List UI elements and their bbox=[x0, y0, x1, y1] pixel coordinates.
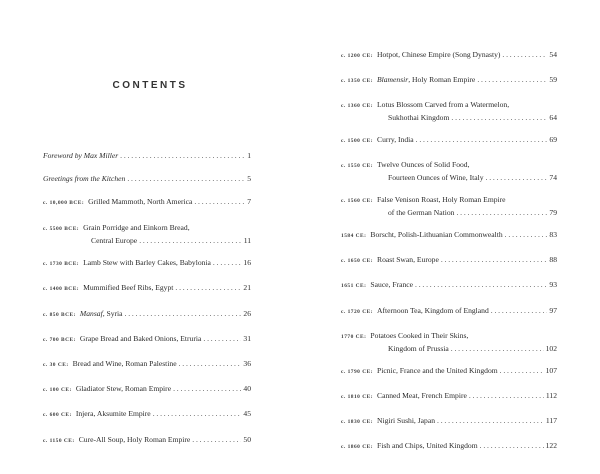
toc-date: c. 1810 CE: bbox=[341, 393, 374, 400]
leader-dots bbox=[480, 440, 544, 451]
toc-entry-title-text: Curry, India bbox=[377, 135, 414, 145]
toc-page-number: 93 bbox=[549, 280, 557, 290]
toc-page-number: 31 bbox=[243, 333, 251, 343]
toc-entry-title-text: Injera, Aksumite Empire bbox=[75, 409, 151, 419]
toc-entry[interactable] bbox=[341, 194, 557, 218]
leader-dots bbox=[153, 408, 242, 419]
toc-page-number: 1 bbox=[247, 151, 251, 160]
toc-date: 1584 CE: bbox=[341, 233, 367, 240]
toc-entry[interactable] bbox=[341, 49, 557, 62]
toc-date: c. 1730 BCE: bbox=[43, 261, 80, 268]
toc-entry-title bbox=[377, 194, 506, 205]
leader-dots bbox=[416, 134, 548, 145]
toc-entry-title bbox=[388, 172, 484, 183]
leader-dots bbox=[451, 343, 544, 354]
toc-entry-title bbox=[388, 343, 449, 354]
toc-page-number: 107 bbox=[545, 365, 557, 375]
toc-page-number: 122 bbox=[545, 440, 557, 450]
toc-entry-title: Foreword by Max Miller bbox=[43, 151, 119, 160]
toc-date: c. 1720 CE: bbox=[341, 308, 374, 315]
leader-dots bbox=[203, 333, 241, 344]
toc-entry-title bbox=[377, 74, 475, 85]
toc-entry-title bbox=[388, 112, 449, 123]
leader-dots bbox=[194, 196, 245, 207]
toc-entry-title: Greetings from the Kitchen bbox=[43, 174, 126, 184]
toc-date: c. 30 CE: bbox=[43, 362, 69, 368]
toc-entry-title bbox=[73, 358, 177, 369]
toc-date: c. 1200 CE: bbox=[341, 53, 374, 59]
toc-entry-title bbox=[377, 49, 500, 60]
leader-dots bbox=[500, 365, 544, 376]
toc-date: c. 1360 CE: bbox=[341, 103, 374, 110]
toc-entry-title bbox=[370, 330, 468, 341]
toc-date: c. 1350 CE: bbox=[341, 78, 374, 85]
toc-entry[interactable] bbox=[43, 282, 251, 295]
toc-date: c. 1500 CE: bbox=[341, 138, 374, 145]
toc-entry-title-text: Roast Swan, Europe bbox=[377, 255, 439, 265]
toc-page-number: 11 bbox=[243, 235, 251, 245]
toc-entry-title-text: Twelve Ounces of Solid Food, bbox=[377, 160, 470, 170]
toc-page-number: 102 bbox=[545, 343, 557, 353]
toc-entry[interactable] bbox=[341, 365, 557, 378]
toc-page-number: 97 bbox=[549, 305, 557, 315]
toc-entry-title-text: Fish and Chips, United Kingdom bbox=[377, 440, 478, 450]
toc-date: c. 1650 CE: bbox=[341, 258, 374, 265]
page-title: CONTENTS bbox=[112, 80, 188, 91]
toc-page-number: 83 bbox=[549, 230, 557, 240]
toc-entry[interactable] bbox=[43, 173, 251, 184]
toc-page-number: 69 bbox=[549, 135, 557, 145]
toc-page-number: 117 bbox=[545, 415, 557, 425]
toc-entry-title-text: Grape Bread and Baked Onions, Etruria bbox=[79, 333, 202, 343]
leader-dots bbox=[120, 150, 245, 161]
leader-dots bbox=[477, 74, 547, 85]
toc-entry-title bbox=[377, 159, 469, 170]
toc-page-number: 88 bbox=[549, 255, 557, 265]
toc-entry-title bbox=[79, 434, 191, 445]
toc-page-number: 36 bbox=[243, 359, 251, 368]
toc-entry-title bbox=[80, 333, 201, 344]
toc-date: c. 1790 CE: bbox=[341, 368, 374, 375]
toc-date: c. 700 BCE: bbox=[43, 336, 76, 343]
toc-entry-title-text: Central Europe bbox=[91, 235, 138, 245]
toc-entry-title-text: Mummified Beef Ribs, Egypt bbox=[83, 283, 174, 293]
toc-date: c. 1560 CE: bbox=[341, 198, 374, 205]
toc-page-number: 54 bbox=[549, 50, 557, 59]
toc-entry-title bbox=[80, 308, 123, 319]
toc-entry[interactable] bbox=[43, 408, 251, 421]
toc-entry[interactable] bbox=[341, 279, 557, 292]
toc-entry-title-text: Lotus Blossom Carved from a Watermelon, bbox=[377, 100, 510, 110]
toc-entry-title-text: Picnic, France and the United Kingdom bbox=[377, 365, 498, 375]
leader-dots bbox=[469, 390, 544, 401]
toc-entry-title-text: False Venison Roast, Holy Roman Empire bbox=[377, 195, 506, 205]
leader-dots bbox=[491, 305, 548, 316]
toc-date: c. 1550 CE: bbox=[341, 163, 374, 170]
toc-page-number: 74 bbox=[549, 173, 557, 183]
toc-entry[interactable] bbox=[341, 415, 557, 428]
toc-entry-title-text: Potatoes Cooked in Their Skins, bbox=[370, 330, 469, 340]
toc-entry[interactable] bbox=[341, 74, 557, 87]
leader-dots bbox=[175, 282, 241, 293]
toc-entry-title-text: Lamb Stew with Barley Cakes, Babylonia bbox=[83, 258, 211, 268]
toc-date: c. 5500 BCE: bbox=[43, 225, 80, 232]
leader-dots bbox=[139, 235, 242, 246]
toc-entry-title-italic: Mansaf bbox=[79, 308, 103, 318]
toc-entry-title bbox=[370, 279, 413, 290]
toc-left-column bbox=[43, 150, 251, 459]
toc-entry[interactable] bbox=[341, 134, 557, 147]
toc-date: c. 600 CE: bbox=[43, 412, 72, 419]
toc-entry-title-text: Grain Porridge and Einkorn Bread, bbox=[83, 222, 190, 232]
toc-entry[interactable] bbox=[43, 434, 251, 447]
toc-date: 1651 CE: bbox=[341, 283, 367, 290]
toc-entry-title bbox=[83, 222, 190, 233]
toc-page-number: 40 bbox=[243, 384, 251, 394]
toc-entry[interactable] bbox=[43, 150, 251, 161]
toc-entry-title-text: Fourteen Ounces of Wine, Italy bbox=[388, 173, 484, 183]
toc-entry-title bbox=[377, 440, 478, 451]
toc-date: c. 1400 BCE: bbox=[43, 286, 80, 293]
toc-entry-title bbox=[377, 305, 489, 316]
toc-entry-title-text: Bread and Wine, Roman Palestine bbox=[72, 359, 177, 368]
leader-dots bbox=[486, 172, 548, 183]
leader-dots bbox=[173, 383, 241, 394]
toc-entry[interactable] bbox=[43, 222, 251, 246]
toc-entry[interactable] bbox=[341, 440, 557, 453]
leader-dots bbox=[125, 308, 242, 319]
toc-entry-title-text: Grilled Mammoth, North America bbox=[88, 197, 193, 207]
toc-entry-title-text: , Syria bbox=[102, 308, 123, 318]
toc-entry-title-text: of the German Nation bbox=[388, 208, 455, 218]
toc-entry-title bbox=[377, 134, 414, 145]
toc-date: c. 1860 CE: bbox=[341, 443, 374, 450]
toc-entry[interactable] bbox=[341, 305, 557, 318]
toc-entry-title bbox=[377, 390, 467, 401]
toc-entry[interactable] bbox=[341, 229, 557, 242]
leader-dots bbox=[179, 358, 242, 369]
toc-entry-title-text: Cure-All Soup, Holy Roman Empire bbox=[78, 434, 191, 444]
toc-entry-title bbox=[377, 99, 509, 110]
toc-date: c. 1830 CE: bbox=[341, 418, 374, 425]
toc-page-number: 26 bbox=[243, 308, 251, 318]
toc-entry[interactable] bbox=[43, 358, 251, 371]
leader-dots bbox=[213, 257, 241, 268]
toc-page-number: 59 bbox=[549, 75, 557, 85]
leader-dots bbox=[415, 279, 547, 290]
leader-dots bbox=[451, 112, 547, 123]
toc-entry-title bbox=[83, 257, 211, 268]
toc-entry-title bbox=[76, 383, 171, 394]
toc-entry-title bbox=[377, 254, 439, 265]
leader-dots bbox=[192, 434, 241, 445]
toc-date: c. 100 CE: bbox=[43, 387, 72, 394]
leader-dots bbox=[441, 254, 548, 265]
toc-entry-title-text: Sukhothai Kingdom bbox=[388, 113, 450, 123]
toc-entry[interactable] bbox=[341, 330, 557, 354]
leader-dots bbox=[505, 229, 548, 240]
leader-dots bbox=[127, 173, 245, 184]
toc-entry-title bbox=[88, 196, 192, 207]
toc-page-number: 79 bbox=[549, 208, 557, 218]
toc-entry-title bbox=[91, 235, 137, 246]
toc-entry-title-text: Borscht, Polish-Lithuanian Commonwealth bbox=[370, 230, 503, 240]
toc-entry[interactable] bbox=[43, 257, 251, 270]
toc-entry-title bbox=[377, 365, 498, 376]
toc-date: 1770 CE: bbox=[341, 333, 367, 340]
toc-entry-title bbox=[83, 282, 173, 293]
toc-page-number: 5 bbox=[247, 174, 251, 184]
toc-entry-title-text: Kingdom of Prussia bbox=[388, 343, 449, 353]
toc-page-number: 21 bbox=[243, 283, 251, 293]
toc-entry-title-text: Hotpot, Chinese Empire (Song Dynasty) bbox=[377, 50, 501, 59]
toc-date: c. 10,000 BCE: bbox=[43, 200, 85, 207]
toc-right-column bbox=[341, 49, 557, 465]
toc-entry-title-text: , Holy Roman Empire bbox=[408, 75, 476, 85]
toc-entry[interactable] bbox=[43, 383, 251, 396]
toc-entry[interactable] bbox=[341, 390, 557, 403]
toc-page-number: 64 bbox=[549, 113, 557, 123]
toc-entry-title bbox=[370, 229, 502, 240]
toc-entry-title-text: Canned Meat, French Empire bbox=[377, 390, 467, 400]
toc-entry-title-text: Nigiri Sushi, Japan bbox=[377, 415, 436, 425]
toc-page-number: 50 bbox=[243, 434, 251, 444]
toc-entry[interactable] bbox=[341, 159, 557, 183]
toc-date: c. 1150 CE: bbox=[43, 437, 75, 444]
toc-entry-title bbox=[377, 415, 435, 426]
toc-date: c. 850 BCE: bbox=[43, 311, 76, 318]
toc-entry-title-italic: Blamensir bbox=[377, 75, 409, 85]
toc-page-number: 16 bbox=[243, 258, 251, 268]
toc-entry-title-text: Gladiator Stew, Roman Empire bbox=[75, 384, 172, 394]
toc-entry-title-text: Sauce, France bbox=[370, 280, 414, 290]
toc-entry-title bbox=[76, 408, 151, 419]
toc-entry-title bbox=[388, 207, 454, 218]
toc-entry[interactable] bbox=[43, 308, 251, 321]
toc-page-number: 45 bbox=[243, 409, 251, 419]
toc-entry[interactable] bbox=[341, 99, 557, 123]
toc-entry[interactable] bbox=[43, 333, 251, 346]
leader-dots bbox=[437, 415, 544, 426]
toc-entry-title-text: Afternoon Tea, Kingdom of England bbox=[377, 305, 489, 315]
leader-dots bbox=[456, 207, 547, 218]
toc-entry[interactable] bbox=[341, 254, 557, 267]
toc-page-number: 7 bbox=[247, 197, 251, 207]
toc-page-number: 112 bbox=[545, 390, 557, 400]
toc-entry[interactable] bbox=[43, 196, 251, 209]
leader-dots bbox=[502, 49, 547, 60]
